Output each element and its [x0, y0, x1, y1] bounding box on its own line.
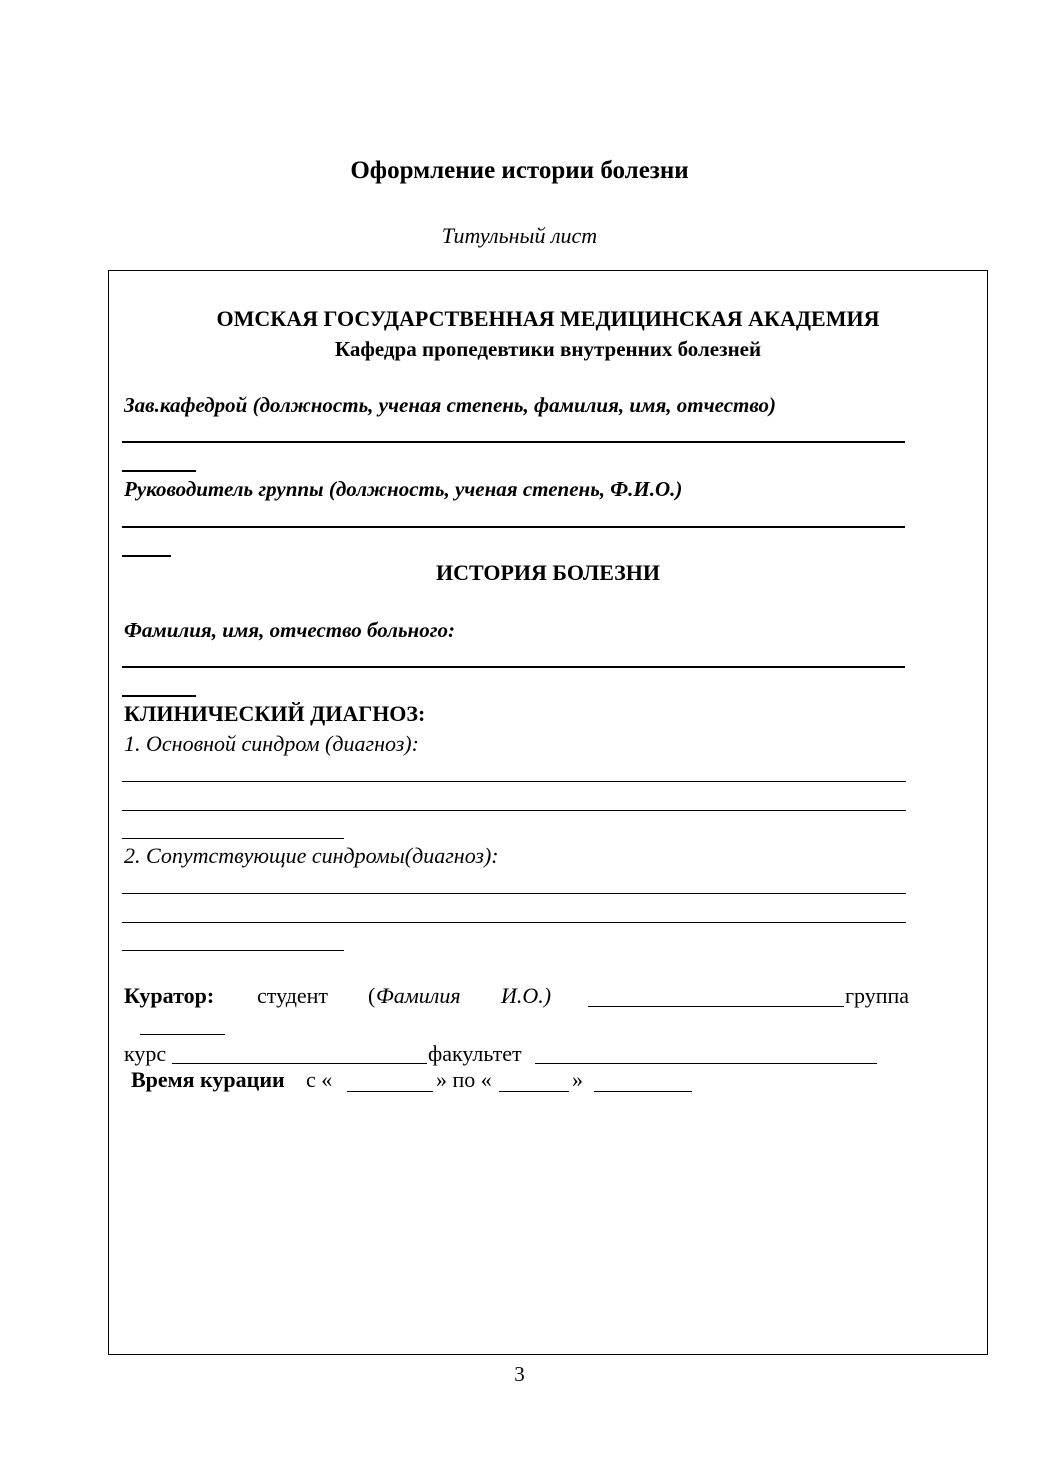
group-line[interactable]: [140, 1034, 225, 1035]
main-syndrome-line-3[interactable]: [122, 838, 344, 839]
concomitant-line-3[interactable]: [122, 950, 344, 951]
main-syndrome-label: 1. Основной синдром (диагноз):: [124, 731, 419, 756]
faculty-label: факультет: [428, 1041, 522, 1066]
curator-name-hint-open: (: [368, 983, 376, 1008]
concomitant-line-1[interactable]: [122, 893, 906, 894]
head-of-department-line-cont[interactable]: [122, 470, 196, 472]
main-syndrome-line-1[interactable]: [122, 781, 906, 782]
department-name: Кафедра пропедевтики внутренних болезней: [334, 337, 762, 361]
curation-time-label: Время курации: [131, 1067, 285, 1092]
main-syndrome-line-2[interactable]: [122, 810, 906, 811]
curation-year-line[interactable]: [594, 1091, 692, 1092]
academy-name: ОМСКАЯ ГОСУДАРСТВЕННАЯ МЕДИЦИНСКАЯ АКАДЕМИЯ: [216, 306, 880, 331]
page-number: 3: [514, 1362, 525, 1386]
concomitant-syndromes-label: 2. Сопутствующие синдромы(диагноз):: [124, 843, 499, 868]
curation-mid-label: » по «: [436, 1067, 492, 1092]
patient-name-label: Фамилия, имя, отчество больного:: [124, 618, 455, 642]
curator-student: студент: [257, 983, 329, 1008]
head-of-department-line[interactable]: [122, 441, 905, 443]
clinical-diagnosis-title: КЛИНИЧЕСКИЙ ДИАГНОЗ:: [124, 701, 426, 726]
patient-name-line-cont[interactable]: [122, 695, 196, 697]
course-line[interactable]: [172, 1063, 427, 1064]
group-leader-line[interactable]: [122, 526, 905, 528]
concomitant-line-2[interactable]: [122, 922, 906, 923]
patient-name-line[interactable]: [122, 666, 905, 668]
head-of-department-label: Зав.кафедрой (должность, ученая степень, фамилия, имя, отчество): [124, 393, 776, 417]
page-subtitle: Титульный лист: [441, 223, 598, 248]
curation-end-label: »: [572, 1067, 583, 1092]
group-label: группа: [845, 983, 910, 1008]
title-page-frame: [108, 270, 988, 1355]
history-title: ИСТОРИЯ БОЛЕЗНИ: [435, 560, 661, 585]
page-title: Оформление истории болезни: [350, 157, 689, 184]
faculty-line[interactable]: [535, 1063, 877, 1064]
group-leader-line-cont[interactable]: [122, 555, 171, 557]
curator-label: Куратор:: [124, 983, 215, 1008]
curator-name-line[interactable]: [588, 1006, 844, 1007]
curation-from-label: с «: [306, 1067, 333, 1092]
curator-initials-hint: И.О.): [501, 983, 552, 1008]
curator-name-hint: Фамилия: [376, 983, 461, 1008]
course-label: курс: [124, 1041, 167, 1066]
curation-to-line[interactable]: [499, 1091, 569, 1092]
curation-from-line[interactable]: [347, 1091, 433, 1092]
group-leader-label: Руководитель группы (должность, ученая степень, Ф.И.О.): [124, 477, 683, 501]
